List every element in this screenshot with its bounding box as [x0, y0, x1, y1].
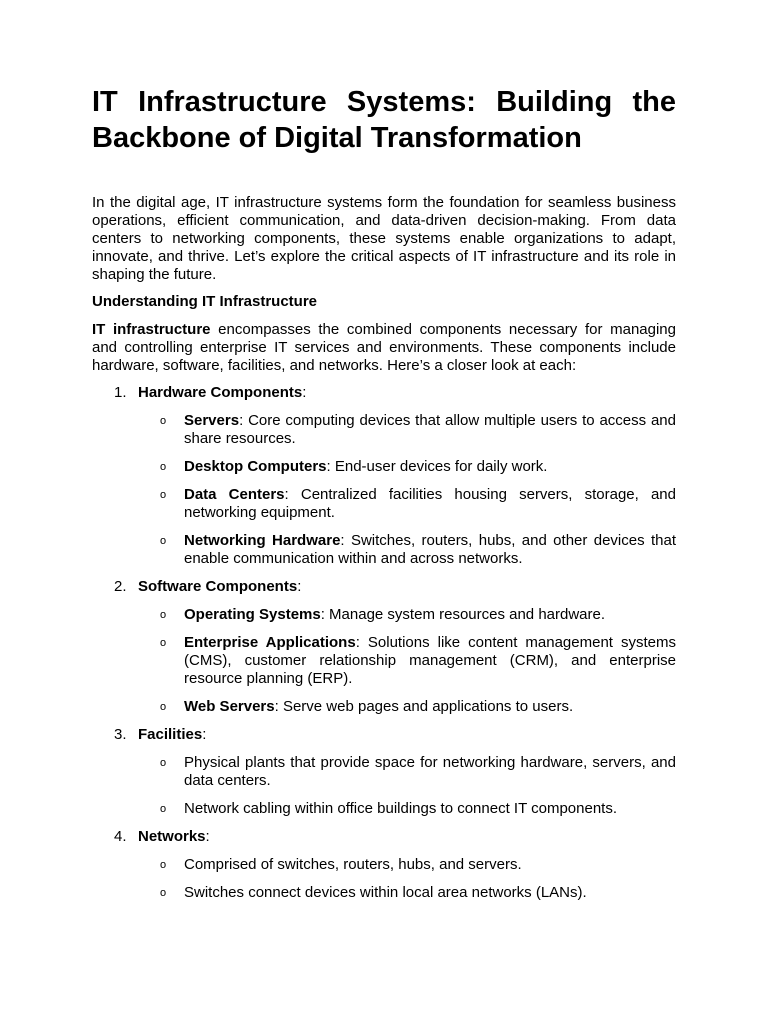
section-row: [92, 828, 676, 846]
sub-item-text: [184, 800, 676, 818]
bullet-circle-icon: o: [160, 859, 167, 871]
bullet-circle-icon: o: [160, 757, 167, 769]
sub-item-term: Desktop Computers: [184, 458, 327, 475]
lead-term: IT infrastructure: [92, 321, 211, 338]
list-item: [92, 458, 676, 476]
section-number: 2.: [114, 578, 127, 595]
sub-item-description: : Centralized facilities housing servers, storage, and networking equipment.: [184, 486, 676, 521]
sub-item-term: Enterprise Applications: [184, 634, 356, 651]
list-item-section: [92, 828, 676, 902]
sub-item-description: Comprised of switches, routers, hubs, and servers.: [184, 856, 522, 873]
list-item: [92, 486, 676, 522]
sub-item-description: : Solutions like content management systems (CMS), customer relationship management (CRM), and enterprise resource planning (ERP).: [184, 634, 677, 687]
sub-item-term: Web Servers: [184, 698, 275, 715]
list-item: [92, 606, 676, 624]
list-item: [92, 634, 676, 688]
sub-item-term: Operating Systems: [184, 606, 321, 623]
section-label-term: Networks: [138, 828, 206, 845]
sub-item-text: [184, 754, 676, 790]
bullet-circle-icon: o: [160, 535, 167, 547]
sub-item-description: Network cabling within office buildings to connect IT components.: [184, 800, 618, 817]
bullet-circle-icon: o: [160, 887, 167, 899]
sub-item-description: : End-user devices for daily work.: [326, 458, 548, 475]
sub-list: [92, 856, 676, 902]
list-item-section: [92, 384, 676, 568]
bullet-circle-icon: o: [160, 803, 167, 815]
section-heading: Understanding IT Infrastructure: [92, 293, 318, 310]
section-row: [92, 578, 676, 596]
sub-item-text: [184, 884, 676, 902]
sub-item-term: Servers: [184, 412, 240, 429]
sub-item-text: [184, 634, 676, 688]
bullet-circle-icon: o: [160, 461, 167, 473]
sub-list: [92, 606, 676, 716]
document-title: IT Infrastructure Systems: Building the Backbone of Digital Transformation: [92, 86, 676, 154]
section-label-term: Software Components: [138, 578, 298, 595]
lead-text: encompasses the combined components necessary for managing and controlling enterprise IT services and environments. These components include hardware, software, facilities, and networks. Here’s a closer look at each:: [92, 321, 676, 374]
section-label-term: Facilities: [138, 726, 203, 743]
section-label-suffix: :: [302, 384, 307, 401]
list-item: [92, 698, 676, 716]
list-item: [92, 412, 676, 448]
sub-item-description: : Core computing devices that allow multiple users to access and share resources.: [184, 412, 676, 447]
list-item-section: [92, 578, 676, 716]
sub-item-text: [184, 486, 676, 522]
section-label: [138, 578, 301, 596]
list-item: [92, 856, 676, 874]
section-label-suffix: :: [202, 726, 207, 743]
section-label-suffix: :: [205, 828, 210, 845]
bullet-circle-icon: o: [160, 415, 167, 427]
bullet-circle-icon: o: [160, 489, 167, 501]
list-item: [92, 532, 676, 568]
list-item: [92, 754, 676, 790]
sub-item-description: Switches connect devices within local area networks (LANs).: [184, 884, 587, 901]
section-label: [138, 828, 210, 846]
sub-item-text: [184, 532, 676, 568]
list-item: [92, 884, 676, 902]
bullet-circle-icon: o: [160, 701, 167, 713]
sub-list: [92, 412, 676, 568]
section-label: [138, 384, 306, 402]
component-list: [92, 384, 676, 902]
sub-item-text: [184, 412, 676, 448]
list-item: [92, 800, 676, 818]
section-number: 4.: [114, 828, 127, 845]
sub-item-text: [184, 458, 676, 476]
bullet-circle-icon: o: [160, 609, 167, 621]
sub-item-description: : Serve web pages and applications to users.: [274, 698, 574, 715]
sub-item-description: : Switches, routers, hubs, and other devices that enable communication within and across networks.: [184, 532, 676, 567]
sub-list: [92, 754, 676, 818]
list-item-section: [92, 726, 676, 818]
sub-item-text: [184, 856, 676, 874]
sub-item-description: Physical plants that provide space for networking hardware, servers, and data centers.: [184, 754, 676, 789]
section-row: [92, 384, 676, 402]
sub-item-text: [184, 606, 676, 624]
section-row: [92, 726, 676, 744]
section-number: 1.: [114, 384, 127, 401]
sub-item-text: [184, 698, 676, 716]
bullet-circle-icon: o: [160, 637, 167, 649]
lead-paragraph: [92, 321, 676, 375]
section-number: 3.: [114, 726, 127, 743]
intro-paragraph: In the digital age, IT infrastructure systems form the foundation for seamless business operations, efficient communication, and data-driven decision-making. From data centers to networking components, these systems enable organizations to adapt, innovate, and thrive. Let’s explore the critical aspects of IT infrastructure and its role in shaping the future.: [92, 194, 676, 283]
section-label-suffix: :: [297, 578, 302, 595]
sub-item-term: Networking Hardware: [184, 532, 341, 549]
sub-item-term: Data Centers: [184, 486, 285, 503]
section-label: [138, 726, 206, 744]
section-label-term: Hardware Components: [138, 384, 303, 401]
sub-item-description: : Manage system resources and hardware.: [320, 606, 606, 623]
